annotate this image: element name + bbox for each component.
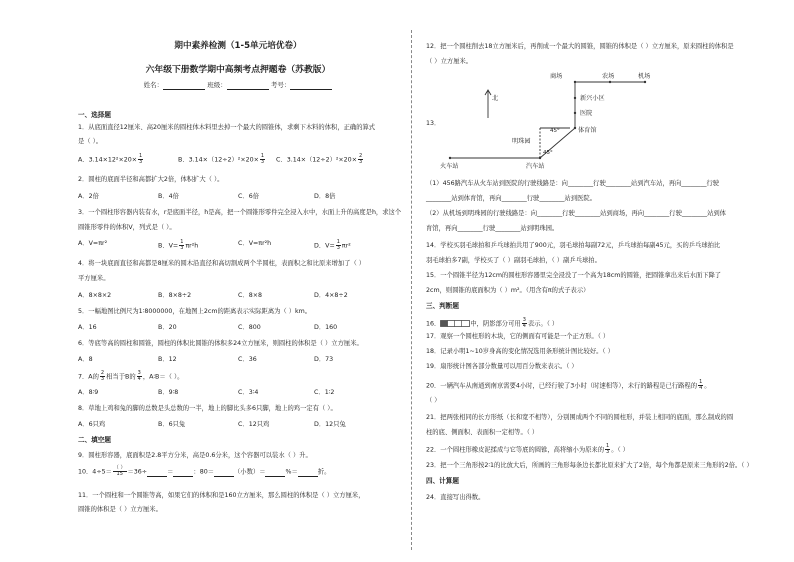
q15-line1: 15．一个圆锥半径为12cm的圆柱形容器里完全浸没了一个高为18cm的圆锥，把圆锥拿出来后水面下降了 xyxy=(426,272,722,279)
farm-point xyxy=(609,81,611,83)
q13-sub1: （1）456路汽车从火车站到医院的行驶线路是：向________行驶________站到汽车站，再向________行驶 xyxy=(426,180,720,187)
q20-line1: 20．一辆汽车从南通到南京需要4小时，已经行驶了3小时（时速相等），未行的路程是已行路程的 $\frac{1}{4}$ 。 xyxy=(426,379,711,391)
q14-line2: 羽毛球拍多7副，学校买了（ ）副羽毛球拍，（ ）副乒乓球拍。 xyxy=(426,257,601,264)
q7-option-d[interactable]: C．1∶2 xyxy=(314,389,335,396)
q5-stem: 5．一幅地图比例尺为1∶8000000，在地图上2cm的距离表示实际距离为（ ）km。 xyxy=(78,308,312,315)
q24-stem: 24．直接写出得数。 xyxy=(426,494,485,501)
q3-stem: 3．一个圆柱形容器内装有水，r是底面半径，h是高，把一个圆锥形零件完全浸入水中，水面上升的高度是h，求这个 xyxy=(78,209,402,216)
mall-point xyxy=(574,81,576,83)
q5-option-c[interactable]: C．800 xyxy=(238,324,261,331)
q10-blank-3[interactable] xyxy=(214,470,234,477)
q10-blank-5[interactable] xyxy=(298,470,318,477)
label-mingzhu: 明珠园 xyxy=(512,138,531,145)
label-hospital: 医院 xyxy=(580,110,593,117)
q13-sub1-cont: ________站到体育馆，再向________行驶________站到医院。 xyxy=(426,195,597,202)
q3-stem-cont: 圆锥形零件的体积V，列式是（ ）。 xyxy=(78,224,176,231)
q10-blank-4[interactable] xyxy=(265,470,285,477)
q3-option-a[interactable]: A．V=πr² xyxy=(78,240,108,247)
angle-2: 45° xyxy=(543,150,553,156)
q3-option-c[interactable]: C．V=πr²h xyxy=(238,240,272,247)
label-farm: 农场 xyxy=(602,73,615,80)
q6-option-c[interactable]: C．36 xyxy=(238,356,257,363)
bus-point xyxy=(539,157,541,159)
q1-stem-cont: 是（ ）。 xyxy=(78,138,103,145)
q7-stem: 7．A的 $\frac{2}{3}$ 相当于B的 $\frac{3}{4}$ ，A∶B＝（ ）。 xyxy=(78,370,184,382)
q7-option-c[interactable]: C．3∶4 xyxy=(238,389,259,396)
q8-option-c[interactable]: C．12只鸡 xyxy=(238,421,270,428)
q6-option-a[interactable]: A．8 xyxy=(78,356,93,363)
label-north: 北 xyxy=(492,95,499,102)
q23-stem: 23．把一个三角形按2∶1的比放大后，所画的三角形每条边长都比原来扩大了2倍，每个角都是原来三角形的2倍。（ ） xyxy=(426,462,753,469)
q22-stem: 22．一个圆柱形橡皮泥揉成与它等底的圆锥，高将缩小为原来的 $\frac{1}{3}$ 。（ ） xyxy=(426,443,629,455)
label-community: 新兴小区 xyxy=(580,95,605,102)
student-info xyxy=(78,82,398,90)
q7-option-b[interactable]: B．9∶8 xyxy=(158,389,179,396)
q15-line2: 2cm，则圆锥的底面积为（ ）m²。（用含有π的式子表示） xyxy=(426,287,590,294)
q8-option-b[interactable]: B．6只兔 xyxy=(158,421,186,428)
q13-sub2-cont: 育馆，再向________行驶________站到明珠园。 xyxy=(426,225,559,232)
q16-stem: 16． 中，阴影部分可用 $\frac{3}{4}$ 表示。（ ） xyxy=(426,317,559,329)
q6-option-d[interactable]: D．73 xyxy=(314,356,334,363)
community-point xyxy=(574,97,576,99)
q13-label: 13． xyxy=(426,120,441,127)
label-mall: 商场 xyxy=(550,73,563,80)
q4-stem-cont: 平方厘米。 xyxy=(78,275,110,282)
label-airport: 机场 xyxy=(638,73,651,80)
q5-option-d[interactable]: D．160 xyxy=(314,324,338,331)
label-train: 火车站 xyxy=(440,163,459,170)
q2-option-c[interactable]: C．6倍 xyxy=(238,193,259,200)
q1-option-a[interactable]: A．3.14×12²×20× $\frac{1}{3}$ xyxy=(78,153,143,165)
q10-stem: 10．4÷5＝ $\frac{( )}{15}$ ＝36÷ ＝ ：80＝ （小数）＝ %＝ 折。 xyxy=(78,465,331,477)
q4-option-d[interactable]: D．4×8÷2 xyxy=(314,292,348,299)
q5-option-a[interactable]: A．16 xyxy=(78,324,97,331)
q14-line1: 14．学校买羽毛球拍和乒乓球拍共用了900元，羽毛球拍每副72元，乒乓球拍每副45元，买的乒乓球拍比 xyxy=(426,242,721,249)
left-column xyxy=(78,0,402,562)
q7-option-a[interactable]: A．8∶9 xyxy=(78,389,99,396)
q1-stem: 1．从底面直径12厘米、高20厘米的圆柱体木料里去掉一个最大的圆锥体，求剩下木料的体积，正确的算式 xyxy=(78,124,376,131)
q1-option-b[interactable]: B．3.14×（12÷2）²×20× $\frac{1}{3}$ xyxy=(178,153,265,165)
q18-stem: 18．记录小明1~10岁身高的变化情况选用条形统计图比较好。（ ） xyxy=(426,348,614,355)
shaded-bar-figure xyxy=(440,320,470,327)
q21-line1: 21．把两张相同的长方形纸（长和宽不相等），分别围成两个不同的圆柱形，并装上相同的底面，那么制成的圆 xyxy=(426,414,734,421)
q9-stem: 9．圆柱形容器，底面积是2.8平方分米，高是0.6分米，这个容器可以装水（ ）升。 xyxy=(78,452,312,459)
q11-line2: 圆锥的体积是（ ）立方厘米。 xyxy=(78,506,162,513)
q20-line2: （ ） xyxy=(426,397,441,404)
q6-option-b[interactable]: B．12 xyxy=(158,356,177,363)
q12-line1: 12．把一个圆柱削去18立方厘米后，再削成一个最大的圆锥，圆锥的体积是（ ）立方厘米，原来圆柱的体积是 xyxy=(426,43,734,50)
name-label: 姓名： xyxy=(143,81,164,89)
q21-line2: 柱的底、侧面积、表面积一定相等。（ ） xyxy=(426,429,539,436)
exam-title: 期中素养检测（1-5单元培优卷） xyxy=(174,41,302,51)
angle-1: 45° xyxy=(550,128,560,134)
q2-stem: 2．圆柱的底面半径和高都扩大2倍，体积扩大（ ）。 xyxy=(78,176,224,183)
q3-option-d[interactable]: D．V= $\frac{1}{3}$ πr² xyxy=(314,239,351,251)
gym-point xyxy=(574,127,576,129)
q4-option-c[interactable]: C．8×8 xyxy=(238,292,262,299)
q10-fraction[interactable]: $\frac{( )}{15}$ xyxy=(113,465,126,477)
q6-stem: 6．等底等高的圆柱和圆锥，圆柱的体积比圆锥的体积多24立方厘米，则圆柱的体积是（ ）立方厘米。 xyxy=(78,340,363,347)
q5-option-b[interactable]: B．20 xyxy=(158,324,177,331)
train-point xyxy=(449,157,451,159)
number-blank[interactable] xyxy=(290,83,332,90)
label-bus: 汽车站 xyxy=(526,163,545,170)
section-judge: 三、判断题 xyxy=(426,302,459,310)
right-column xyxy=(426,0,756,562)
q4-stem: 4．将一块底面直径和高都是8厘米的圆木沿直径和高切割成两个半圆柱，表面积之和比原来增加了（ ） xyxy=(78,260,366,267)
airport-point xyxy=(644,81,646,83)
class-label: 班级： xyxy=(207,81,227,89)
q8-stem: 8．草地上鸡和兔的脚的总数是头总数的一半，地上的脚比头多6只脚，地上的鸡一定有（ ）。 xyxy=(78,405,337,412)
class-blank[interactable] xyxy=(227,83,269,90)
q11-line1: 11．一个圆柱和一个圆锥等高，如果它们的体积和是160立方厘米，那么圆柱的体积是（ ）立方厘米， xyxy=(78,492,365,499)
label-gym: 体育馆 xyxy=(578,127,597,134)
q2-option-a[interactable]: A．2倍 xyxy=(78,193,99,200)
name-blank[interactable] xyxy=(163,83,205,90)
section-choice: 一、选择题 xyxy=(78,111,111,119)
q8-option-a[interactable]: A．6只鸡 xyxy=(78,421,106,428)
section-fill: 二、填空题 xyxy=(78,436,111,444)
q1-option-c[interactable]: C．3.14×（12÷2）²×20× $\frac{2}{3}$ xyxy=(276,153,363,165)
q3-option-b[interactable]: B．V= $\frac{1}{3}$ πr²h xyxy=(158,239,199,251)
q2-option-b[interactable]: B．4倍 xyxy=(158,193,179,200)
q17-stem: 17．观察一个圆柱形的木块，它的侧面有可能是一个正方形。（ ） xyxy=(426,333,610,340)
q13-sub2: （2）从机场到明珠园的行驶线路是：向________行驶________站到商场，再向________行驶________站到体 xyxy=(426,210,726,217)
hospital-point xyxy=(574,112,576,114)
route-map xyxy=(440,70,730,178)
q10-blank-2[interactable] xyxy=(173,470,193,477)
column-divider xyxy=(411,30,412,550)
q4-option-a[interactable]: A．8×8×2 xyxy=(78,292,112,299)
q4-option-b[interactable]: B．8×8÷2 xyxy=(158,292,192,299)
q8-option-d[interactable]: D．12只兔 xyxy=(314,421,346,428)
number-label: 考号： xyxy=(270,81,291,89)
q19-stem: 19．扇形统计图各部分数量可以用百分数来表示。（ ） xyxy=(426,363,578,370)
exam-subtitle: 六年级下册数学期中高频考点押题卷（苏教版） xyxy=(145,65,331,75)
q12-line2: （ ）立方厘米。 xyxy=(426,58,473,65)
section-calc: 四、计算题 xyxy=(426,477,459,485)
q10-blank-1[interactable] xyxy=(147,470,167,477)
q2-option-d[interactable]: D．8倍 xyxy=(314,193,336,200)
